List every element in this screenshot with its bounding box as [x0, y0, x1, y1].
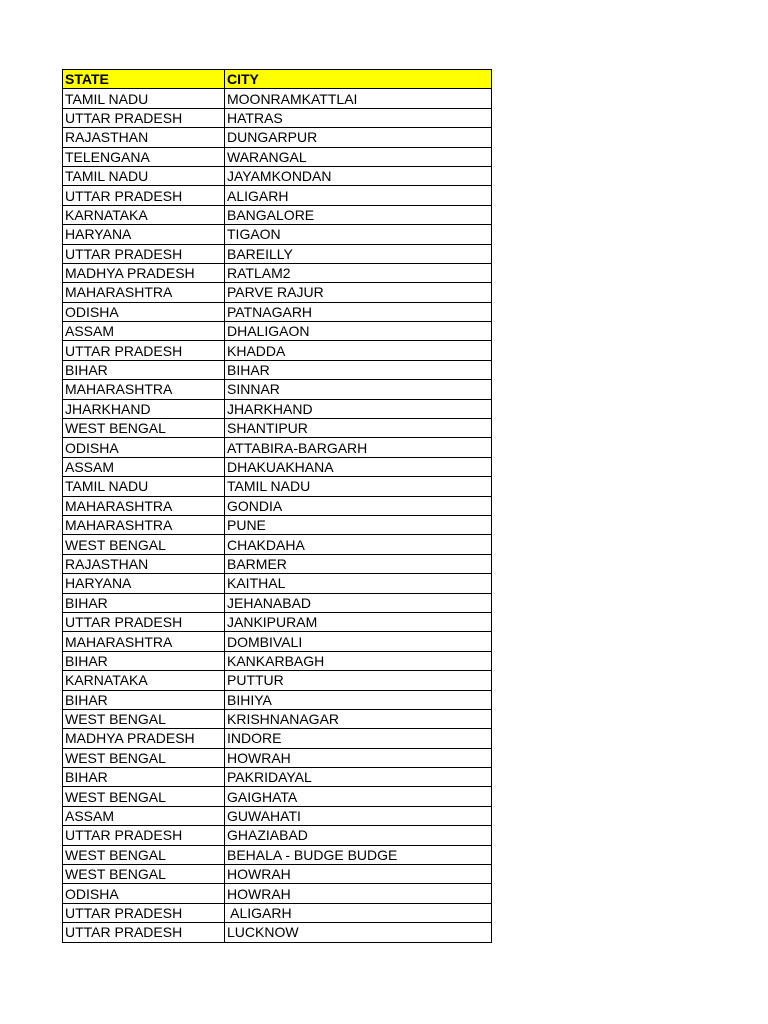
- table-row: [63, 205, 492, 224]
- state-cell[interactable]: BIHAR: [63, 690, 225, 709]
- city-cell[interactable]: JAYAMKONDAN: [225, 166, 492, 185]
- table-row: [63, 108, 492, 127]
- state-cell[interactable]: MAHARASHTRA: [63, 496, 225, 515]
- state-cell[interactable]: ODISHA: [63, 438, 225, 457]
- city-cell[interactable]: SINNAR: [225, 380, 492, 399]
- table-row: [63, 806, 492, 825]
- state-cell[interactable]: TAMIL NADU: [63, 89, 225, 108]
- state-cell[interactable]: UTTAR PRADESH: [63, 903, 225, 922]
- state-cell[interactable]: BIHAR: [63, 651, 225, 670]
- city-cell[interactable]: DOMBIVALI: [225, 632, 492, 651]
- table-row: [63, 147, 492, 166]
- state-cell[interactable]: TAMIL NADU: [63, 477, 225, 496]
- table-body: [63, 89, 492, 942]
- city-cell[interactable]: GAIGHATA: [225, 787, 492, 806]
- table-row: [63, 709, 492, 728]
- table-row: [63, 128, 492, 147]
- state-cell[interactable]: MADHYA PRADESH: [63, 263, 225, 282]
- table-row: [63, 903, 492, 922]
- city-cell[interactable]: PAKRIDAYAL: [225, 768, 492, 787]
- city-cell[interactable]: HOWRAH: [225, 884, 492, 903]
- table-row: [63, 865, 492, 884]
- state-cell[interactable]: ASSAM: [63, 806, 225, 825]
- state-cell[interactable]: KARNATAKA: [63, 205, 225, 224]
- table-row: [63, 186, 492, 205]
- state-cell[interactable]: WEST BENGAL: [63, 748, 225, 767]
- state-cell[interactable]: WEST BENGAL: [63, 535, 225, 554]
- state-cell[interactable]: RAJASTHAN: [63, 554, 225, 573]
- table-row: [63, 651, 492, 670]
- city-cell[interactable]: BAREILLY: [225, 244, 492, 263]
- city-cell[interactable]: KHADDA: [225, 341, 492, 360]
- state-cell[interactable]: RAJASTHAN: [63, 128, 225, 147]
- city-cell[interactable]: BIHIYA: [225, 690, 492, 709]
- table-row: [63, 574, 492, 593]
- city-cell[interactable]: BARMER: [225, 554, 492, 573]
- state-cell[interactable]: UTTAR PRADESH: [63, 612, 225, 631]
- table-row: [63, 322, 492, 341]
- state-cell[interactable]: WEST BENGAL: [63, 787, 225, 806]
- header-state[interactable]: STATE: [63, 70, 225, 89]
- city-cell[interactable]: GONDIA: [225, 496, 492, 515]
- city-cell[interactable]: BANGALORE: [225, 205, 492, 224]
- table-row: [63, 884, 492, 903]
- state-cell[interactable]: UTTAR PRADESH: [63, 826, 225, 845]
- city-cell[interactable]: PUNE: [225, 515, 492, 534]
- state-cell[interactable]: MAHARASHTRA: [63, 283, 225, 302]
- state-cell[interactable]: UTTAR PRADESH: [63, 244, 225, 263]
- table-row: [63, 89, 492, 108]
- table-row: [63, 225, 492, 244]
- city-cell[interactable]: KRISHNANAGAR: [225, 709, 492, 728]
- state-cell[interactable]: UTTAR PRADESH: [63, 923, 225, 942]
- city-cell[interactable]: LUCKNOW: [225, 923, 492, 942]
- city-cell[interactable]: GUWAHATI: [225, 806, 492, 825]
- table-row: [63, 612, 492, 631]
- table-row: [63, 166, 492, 185]
- city-cell[interactable]: KAITHAL: [225, 574, 492, 593]
- city-cell[interactable]: DHAKUAKHANA: [225, 457, 492, 476]
- table-row: [63, 923, 492, 942]
- state-cell[interactable]: HARYANA: [63, 574, 225, 593]
- state-cell[interactable]: BIHAR: [63, 768, 225, 787]
- state-cell[interactable]: TELENGANA: [63, 147, 225, 166]
- state-cell[interactable]: WEST BENGAL: [63, 419, 225, 438]
- state-cell[interactable]: ASSAM: [63, 322, 225, 341]
- table-row: [63, 477, 492, 496]
- city-cell[interactable]: JEHANABAD: [225, 593, 492, 612]
- state-cell[interactable]: BIHAR: [63, 593, 225, 612]
- state-cell[interactable]: BIHAR: [63, 360, 225, 379]
- state-cell[interactable]: UTTAR PRADESH: [63, 108, 225, 127]
- city-cell[interactable]: HOWRAH: [225, 865, 492, 884]
- table-row: [63, 360, 492, 379]
- table-row: [63, 283, 492, 302]
- table-row: [63, 263, 492, 282]
- city-cell[interactable]: ALIGARH: [225, 903, 492, 922]
- city-cell[interactable]: RATLAM2: [225, 263, 492, 282]
- table-row: [63, 671, 492, 690]
- state-cell[interactable]: MAHARASHTRA: [63, 515, 225, 534]
- table-row: [63, 302, 492, 321]
- city-cell[interactable]: JANKIPURAM: [225, 612, 492, 631]
- state-cell[interactable]: WEST BENGAL: [63, 865, 225, 884]
- table-row: [63, 399, 492, 418]
- city-cell[interactable]: TIGAON: [225, 225, 492, 244]
- city-cell[interactable]: MOONRAMKATTLAI: [225, 89, 492, 108]
- table-row: [63, 729, 492, 748]
- table-row: [63, 341, 492, 360]
- table-row: [63, 380, 492, 399]
- city-cell[interactable]: PUTTUR: [225, 671, 492, 690]
- header-city[interactable]: CITY: [225, 70, 492, 89]
- table-row: [63, 515, 492, 534]
- header-row: [63, 70, 492, 89]
- city-cell[interactable]: INDORE: [225, 729, 492, 748]
- city-cell[interactable]: HATRAS: [225, 108, 492, 127]
- state-cell[interactable]: KARNATAKA: [63, 671, 225, 690]
- city-cell[interactable]: ATTABIRA-BARGARH: [225, 438, 492, 457]
- city-cell[interactable]: JHARKHAND: [225, 399, 492, 418]
- state-cell[interactable]: UTTAR PRADESH: [63, 186, 225, 205]
- table-row: [63, 787, 492, 806]
- city-cell[interactable]: DHALIGAON: [225, 322, 492, 341]
- state-cell[interactable]: MAHARASHTRA: [63, 380, 225, 399]
- state-city-table: [62, 69, 492, 943]
- table-row: [63, 748, 492, 767]
- city-cell[interactable]: HOWRAH: [225, 748, 492, 767]
- city-cell[interactable]: PARVE RAJUR: [225, 283, 492, 302]
- city-cell[interactable]: WARANGAL: [225, 147, 492, 166]
- state-cell[interactable]: TAMIL NADU: [63, 166, 225, 185]
- city-cell[interactable]: DUNGARPUR: [225, 128, 492, 147]
- state-cell[interactable]: JHARKHAND: [63, 399, 225, 418]
- city-cell[interactable]: CHAKDAHA: [225, 535, 492, 554]
- state-cell[interactable]: WEST BENGAL: [63, 709, 225, 728]
- state-cell[interactable]: WEST BENGAL: [63, 845, 225, 864]
- table-row: [63, 419, 492, 438]
- table-row: [63, 593, 492, 612]
- state-cell[interactable]: MADHYA PRADESH: [63, 729, 225, 748]
- city-cell[interactable]: BIHAR: [225, 360, 492, 379]
- table-row: [63, 632, 492, 651]
- state-cell[interactable]: ASSAM: [63, 457, 225, 476]
- table-row: [63, 457, 492, 476]
- city-cell[interactable]: PATNAGARH: [225, 302, 492, 321]
- table-row: [63, 535, 492, 554]
- table-row: [63, 690, 492, 709]
- table-row: [63, 768, 492, 787]
- table-row: [63, 244, 492, 263]
- city-cell[interactable]: ALIGARH: [225, 186, 492, 205]
- state-cell[interactable]: HARYANA: [63, 225, 225, 244]
- state-cell[interactable]: UTTAR PRADESH: [63, 341, 225, 360]
- table-row: [63, 826, 492, 845]
- city-cell[interactable]: BEHALA - BUDGE BUDGE: [225, 845, 492, 864]
- state-cell[interactable]: MAHARASHTRA: [63, 632, 225, 651]
- table-row: [63, 438, 492, 457]
- table-row: [63, 496, 492, 515]
- state-cell[interactable]: ODISHA: [63, 884, 225, 903]
- table-row: [63, 554, 492, 573]
- table-row: [63, 845, 492, 864]
- city-cell[interactable]: KANKARBAGH: [225, 651, 492, 670]
- city-cell[interactable]: TAMIL NADU: [225, 477, 492, 496]
- city-cell[interactable]: GHAZIABAD: [225, 826, 492, 845]
- city-cell[interactable]: SHANTIPUR: [225, 419, 492, 438]
- state-cell[interactable]: ODISHA: [63, 302, 225, 321]
